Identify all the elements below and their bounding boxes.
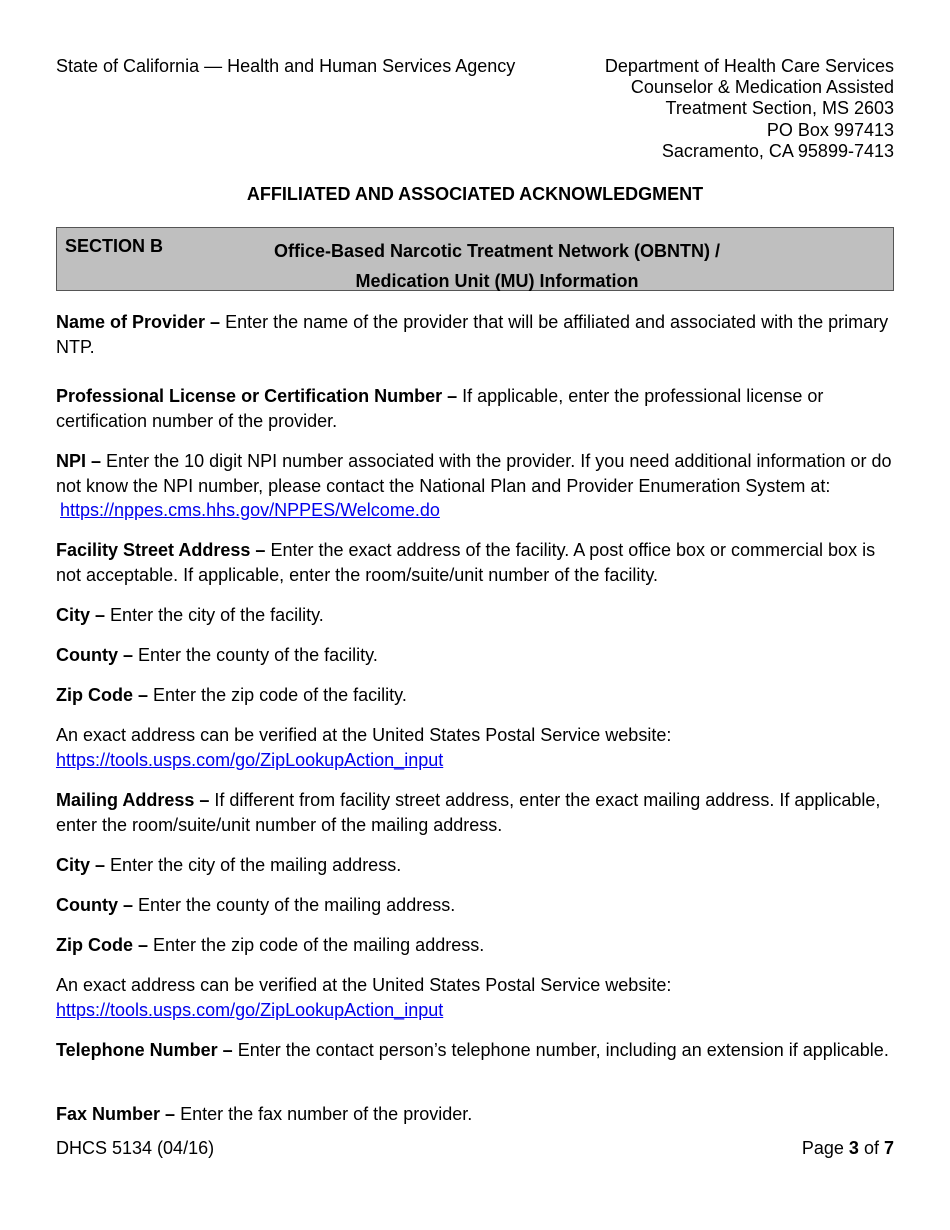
department-section-line2: Treatment Section, MS 2603 (665, 98, 894, 119)
fax-text: Enter the fax number of the provider. (180, 1104, 473, 1124)
facility-city-label: City – (56, 605, 106, 625)
nppes-link[interactable]: https://nppes.cms.hhs.gov/NPPES/Welcome.do (60, 500, 440, 520)
usps-verify-note-1 (56, 723, 894, 772)
mailing-zip-label: Zip Code – (56, 935, 149, 955)
mailing-city-label: City – (56, 855, 106, 875)
telephone-label: Telephone Number – (56, 1040, 233, 1060)
department-section-line1: Counselor & Medication Assisted (630, 77, 894, 98)
name-of-provider-text: Enter the name of the provider that will be affiliated and associated with the primary NTP. (56, 312, 889, 357)
facility-zip-instruction (56, 683, 894, 708)
department-po-box: PO Box 997413 (766, 119, 894, 140)
form-identifier: DHCS 5134 (04/16) (56, 1138, 215, 1158)
form-title: AFFILIATED AND ASSOCIATED ACKNOWLEDGMENT (246, 184, 704, 204)
telephone-instruction (56, 1038, 894, 1063)
name-of-provider-label: Name of Provider – (56, 312, 221, 332)
facility-zip-label: Zip Code – (56, 685, 149, 705)
license-label: Professional License or Certification Number – (56, 386, 458, 406)
usps-zip-lookup-link-2[interactable]: https://tools.usps.com/go/ZipLookupAction_input (56, 999, 444, 1020)
npi-text: Enter the 10 digit NPI number associated with the provider. If you need additional information or do not know the NPI number, please contact the National Plan and Provider Enumeration System at: (56, 451, 892, 496)
facility-county-label: County – (56, 645, 134, 665)
mailing-zip-instruction (56, 933, 894, 958)
license-text: If applicable, enter the professional license or certification number of the provider. (56, 386, 824, 431)
page-of: of (863, 1138, 879, 1158)
facility-county-text: Enter the county of the facility. (138, 645, 378, 665)
mailing-address-instruction (56, 788, 894, 837)
usps-verify-text-2: An exact address can be verified at the United States Postal Service website: (56, 975, 672, 995)
license-instruction (56, 384, 894, 433)
usps-verify-note-2 (56, 973, 894, 1022)
facility-city-instruction (56, 603, 894, 628)
mailing-city-instruction (56, 853, 894, 878)
mailing-address-label: Mailing Address – (56, 790, 210, 810)
department-city-state-zip: Sacramento, CA 95899-7413 (661, 140, 894, 161)
name-of-provider-instruction (56, 310, 894, 359)
page-current: 3 (848, 1138, 859, 1158)
mailing-city-text: Enter the city of the mailing address. (110, 855, 402, 875)
facility-county-instruction (56, 643, 894, 668)
department-address (605, 56, 894, 162)
fax-label: Fax Number – (56, 1104, 176, 1124)
section-header-box (56, 227, 894, 291)
agency-name: State of California — Health and Human Services Agency (56, 56, 516, 76)
usps-verify-text-1: An exact address can be verified at the United States Postal Service website: (56, 725, 672, 745)
mailing-county-text: Enter the county of the mailing address. (138, 895, 456, 915)
section-heading (227, 236, 767, 296)
usps-zip-lookup-link-1[interactable]: https://tools.usps.com/go/ZipLookupAction_input (56, 749, 444, 770)
mailing-county-instruction (56, 893, 894, 918)
facility-address-text: Enter the exact address of the facility. A post office box or commercial box is not acceptable. If applicable, enter the room/suite/unit number of the facility. (56, 540, 876, 585)
mailing-address-text: If different from facility street address, enter the exact mailing address. If applicable, enter the room/suite/unit number of the mailing address. (56, 790, 881, 835)
fax-instruction (56, 1102, 894, 1127)
facility-zip-text: Enter the zip code of the facility. (153, 685, 407, 705)
department-name: Department of Health Care Services (604, 56, 894, 76)
mailing-zip-text: Enter the zip code of the mailing address. (153, 935, 485, 955)
section-label: SECTION B (65, 236, 164, 256)
page-total: 7 (883, 1138, 894, 1158)
page-word: Page (801, 1138, 844, 1158)
section-heading-line2: Medication Unit (MU) Information (355, 271, 639, 291)
facility-address-instruction (56, 538, 894, 587)
npi-instruction (56, 449, 894, 523)
section-heading-line1: Office-Based Narcotic Treatment Network (OBNTN) / (273, 241, 721, 261)
telephone-text: Enter the contact person’s telephone number, including an extension if applicable. (237, 1040, 889, 1060)
mailing-county-label: County – (56, 895, 134, 915)
page-number (802, 1138, 894, 1159)
npi-label: NPI – (56, 451, 102, 471)
facility-address-label: Facility Street Address – (56, 540, 266, 560)
facility-city-text: Enter the city of the facility. (110, 605, 324, 625)
